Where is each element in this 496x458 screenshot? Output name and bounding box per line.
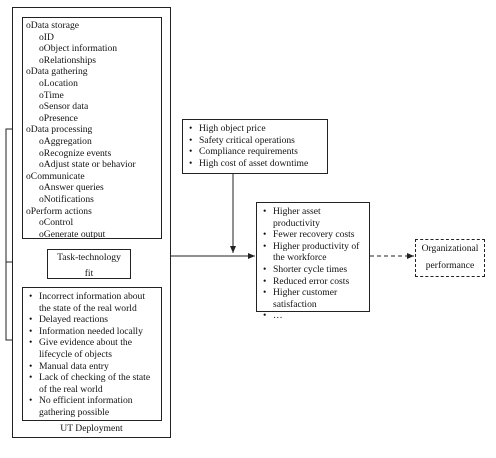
capabilities-list [26,20,158,240]
problem-item: • Incorrect information about the state of the real world [26,291,158,314]
capability-item: oAdjust state or behavior [39,159,136,171]
problems-box [22,287,162,421]
moderator-item: • High object price [186,123,324,135]
capability-item: oGenerate output [39,228,106,240]
outcomes-box [256,202,370,322]
ut-deployment-label: UT Deployment [60,423,123,434]
problem-item: • Information needed locally [26,326,158,338]
moderators-box [182,119,328,174]
org-performance-line2: performance [425,260,475,271]
problem-item: • Give evidence about the lifecycle of objects [26,337,158,360]
capability-category: oData processing [26,124,93,136]
moderator-item: • Compliance requirements [186,146,324,158]
outcome-item: • … [260,310,366,322]
moderator-item: • High cost of asset downtime [186,158,324,170]
problems-list [26,291,158,419]
capability-item: oLocation [39,77,78,89]
outcome-item: • Reduced error costs [260,276,366,288]
capability-category: oCommunicate [26,170,85,182]
task-technology-fit-box [47,249,131,279]
task-technology-fit-line2: fit [84,268,94,279]
capability-item: oAnswer queries [39,182,104,194]
organizational-performance-box [415,239,485,277]
capability-item: oAggregation [39,135,92,147]
capability-category: oPerform actions [26,205,92,217]
outcome-item: • Higher productivity of the workforce [260,241,366,264]
outcome-item: • Higher asset productivity [260,206,366,229]
task-technology-fit-line1: Task-technology [57,252,121,263]
capability-item: oObject information [39,43,118,55]
capability-item: oSensor data [39,101,89,113]
capability-item: oRecognize events [39,147,112,159]
outcome-item: • Shorter cycle times [260,264,366,276]
capability-item: oNotifications [39,193,94,205]
problem-item: • Lack of checking of the state of the real world [26,372,158,395]
moderators-list [186,123,324,169]
outcome-item: • Higher customer satisfaction [260,287,366,310]
outcome-item: • Fewer recovery costs [260,229,366,241]
capabilities-box [22,17,162,239]
capability-category: oData storage [26,20,80,31]
moderator-item: • Safety critical operations [186,135,324,147]
capability-item: oPresence [39,112,78,124]
problem-item: • Delayed reactions [26,314,158,326]
capability-item: oControl [39,217,74,229]
capability-item: oTime [39,89,64,101]
problem-item: • Manual data entry [26,361,158,373]
capability-item: oID [39,31,54,43]
problem-item: • No efficient information gathering possible [26,395,158,418]
org-performance-line1: Organizational [421,243,479,254]
capability-item: oRelationships [39,54,97,66]
capability-category: oData gathering [26,66,88,78]
outcomes-list [260,206,366,322]
